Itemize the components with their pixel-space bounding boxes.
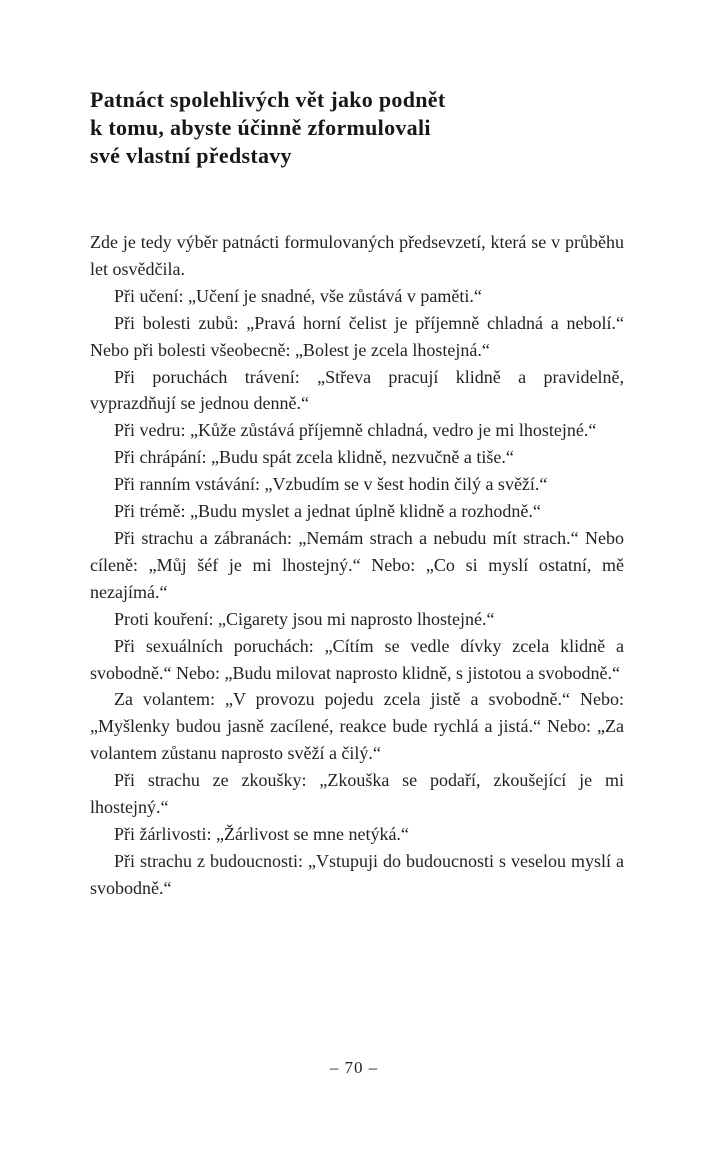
paragraph: Při chrápání: „Budu spát zcela klidně, nezvučně a tiše.“ xyxy=(114,447,514,468)
paragraph: Při trémě: „Budu myslet a jednat úplně klidně a rozhodně.“ xyxy=(114,501,541,522)
page-number: – 70 – xyxy=(329,1058,379,1077)
paragraph: Při ranním vstávání: „Vzbudím se v šest hodin čilý a svěží.“ xyxy=(114,474,548,495)
paragraph: Za volantem: „V provozu pojedu zcela jistě a svobodně.“ Nebo: „Myšlenky budou jasně zacílené, reakce bude rychlá a jistá.“ Nebo: „Za volantem zůstanu naprosto svěží a čilý.“ xyxy=(90,689,624,764)
paragraph: Při strachu z budoucnosti: „Vstupuji do budoucnosti s veselou myslí a svobodně.“ xyxy=(90,850,624,898)
paragraph: Při vedru: „Kůže zůstává příjemně chladná, vedro je mi lhostejné.“ xyxy=(114,420,597,441)
paragraph: Proti kouření: „Cigarety jsou mi naprosto lhostejné.“ xyxy=(114,608,495,629)
chapter-title-line: k tomu, abyste účinně zformulovali xyxy=(90,115,431,140)
paragraph: Při bolesti zubů: „Pravá horní čelist je příjemně chladná a nebolí.“ Nebo při bolesti všeobecně: „Bolest je zcela lhostejná.“ xyxy=(90,312,624,360)
chapter-title-line: Patnáct spolehlivých vět jako podnět xyxy=(90,87,446,112)
paragraph: Při poruchách trávení: „Střeva pracují klidně a pravidelně, vyprazdňují se jednou denně.“ xyxy=(90,366,624,414)
paragraph: Při strachu a zábranách: „Nemám strach a nebudu mít strach.“ Nebo cíleně: „Můj šéf je mi lhostejný.“ Nebo: „Co si myslí ostatní, mě nezajímá.“ xyxy=(90,527,624,602)
paragraph: Při učení: „Učení je snadné, vše zůstává v paměti.“ xyxy=(114,285,482,306)
body-text xyxy=(90,229,624,902)
paragraph: Při sexuálních poruchách: „Cítím se vedle dívky zcela klidně a svobodně.“ Nebo: „Budu milovat naprosto klidně, s jistotou a svobodně.“ xyxy=(90,635,624,683)
paragraph: Zde je tedy výběr patnácti formulovaných předsevzetí, která se v průběhu let osvědčila. xyxy=(90,232,624,279)
paragraph: Při žárlivosti: „Žárlivost se mne netýká.“ xyxy=(114,823,409,844)
chapter-title xyxy=(90,86,445,170)
paragraph: Při strachu ze zkoušky: „Zkouška se podaří, zkoušející je mi lhostejný.“ xyxy=(90,770,624,818)
chapter-title-line: své vlastní představy xyxy=(90,143,292,168)
